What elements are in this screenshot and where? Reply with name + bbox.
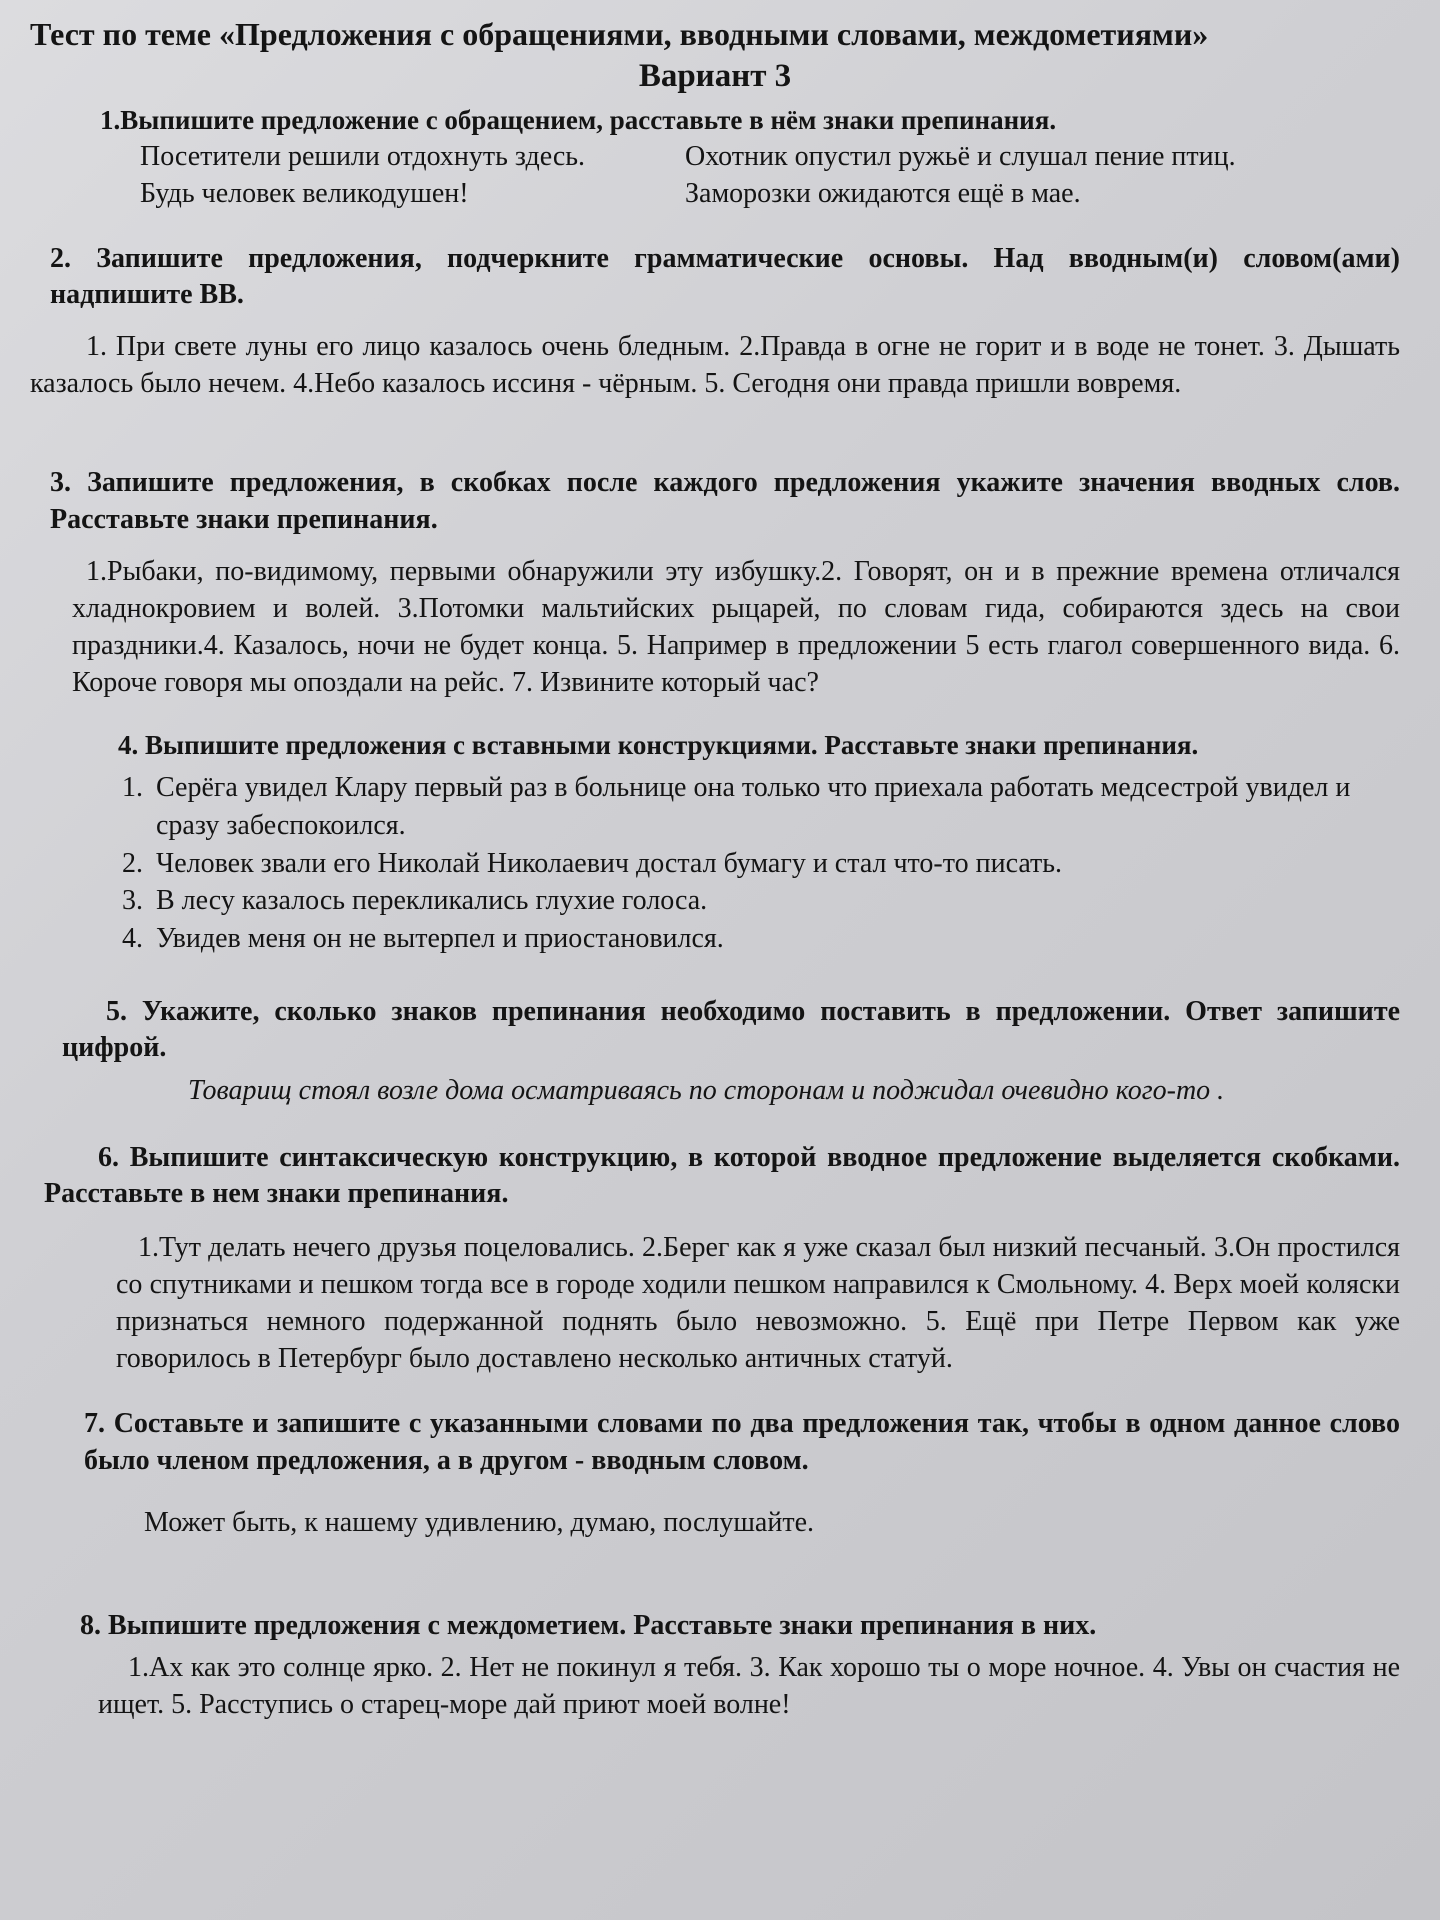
- task-5: [30, 994, 1400, 1110]
- list-item: 3. В лесу казалось перекликались глухие голоса.: [150, 882, 1400, 920]
- task-8-heading: 8. Выпишите предложения с междометием. Расставьте знаки препинания в них.: [80, 1609, 1097, 1641]
- task-1-heading: 1.Выпишите предложение с обращением, расставьте в нём знаки препинания.: [100, 105, 1057, 135]
- list-item: 2. Человек звали его Николай Николаевич достал бумагу и стал что-то писать.: [150, 845, 1400, 883]
- task-6-text: 1.Тут делать нечего друзья поцеловались. 2.Берег как я уже сказал был низкий песчаный. 3.Он простился со спутниками и пешком тогда все в городе ходили пешком направился к Смольному. 4. Верх моей коляски признаться немного подержанной поднять было невозможно. 5. Ещё при Петре Первом как уже говорилось в Петербург было доставлено несколько античных статуй.: [116, 1232, 1400, 1375]
- task-1-option: Охотник опустил ружьё и слушал пение птиц.: [685, 141, 1236, 173]
- task-3-text: 1.Рыбаки, по-видимому, первыми обнаружили эту избушку.2. Говорят, он и в прежние времена отличался хладнокровием и волей. 3.Потомки мальтийских рыцарей, по словам гида, собираются здесь на свои праздники.4. Казалось, ночи не будет конца. 5. Например в предложении 5 есть глагол совершенного вида. 6. Короче говоря мы опоздали на рейс. 7. Извините который час?: [72, 556, 1400, 698]
- task-8: [30, 1608, 1400, 1724]
- task-1-option: Посетители решили отдохнуть здесь.: [140, 141, 586, 173]
- task-1: [30, 103, 1400, 213]
- task-3: [30, 465, 1400, 702]
- task-4: [30, 728, 1400, 958]
- page-title: Тест по теме «Предложения с обращениями, вводными словами, междометиями»: [30, 16, 1209, 52]
- task-1-options: [100, 138, 1400, 212]
- task-7: [30, 1406, 1400, 1542]
- task-5-sentence: Товарищ стоял возле дома осматриваясь по сторонам и поджидал очевидно кого-то .: [188, 1074, 1225, 1106]
- variant-heading: Вариант 3: [638, 58, 792, 94]
- task-8-text: 1.Ах как это солнце ярко. 2. Нет не покинул я тебя. 3. Как хорошо ты о море ночное. 4. Увы он счастия не ищет. 5. Расступись о старец-море дай приют моей волне!: [98, 1652, 1400, 1721]
- task-1-option: Будь человек великодушен!: [140, 178, 469, 210]
- task-4-heading: 4. Выпишите предложения с вставными конструкциями. Расставьте знаки препинания.: [118, 729, 1199, 760]
- task-2-heading: 2. Запишите предложения, подчеркните грамматические основы. Над вводным(и) словом(ами) надпишите ВВ.: [50, 242, 1400, 310]
- task-7-words: Может быть, к нашему удивлению, думаю, послушайте.: [144, 1507, 815, 1539]
- list-item: 1. Серёга увидел Клару первый раз в больнице она только что приехала работать медсестрой увидел и сразу забеспокоился.: [150, 769, 1400, 845]
- task-1-option: Заморозки ожидаются ещё в мае.: [685, 178, 1081, 210]
- task-4-list: [30, 769, 1400, 958]
- task-5-heading: 5. Укажите, сколько знаков препинания необходимо поставить в предложении. Ответ запишите цифрой.: [62, 995, 1400, 1064]
- task-6: [30, 1140, 1400, 1379]
- task-7-heading: 7. Составьте и запишите с указанными словами по два предложения так, чтобы в одном данное слово было членом предложения, а в другом - вводным словом.: [84, 1408, 1400, 1476]
- task-3-heading: 3. Запишите предложения, в скобках после каждого предложения укажите значения вводных слов. Расставьте знаки препинания.: [50, 467, 1400, 535]
- task-2-text: 1. При свете луны его лицо казалось очень бледным. 2.Правда в огне не горит и в воде не тонет. 3. Дышать казалось было нечем. 4.Небо казалось иссиня - чёрным. 5. Сегодня они правда пришли вовремя.: [30, 331, 1400, 400]
- task-2: [30, 241, 1400, 404]
- list-item: 4. Увидев меня он не вытерпел и приостановился.: [150, 920, 1400, 958]
- task-6-heading: 6. Выпишите синтаксическую конструкцию, в которой вводное предложение выделяется скобками. Расставьте в нем знаки препинания.: [44, 1141, 1400, 1210]
